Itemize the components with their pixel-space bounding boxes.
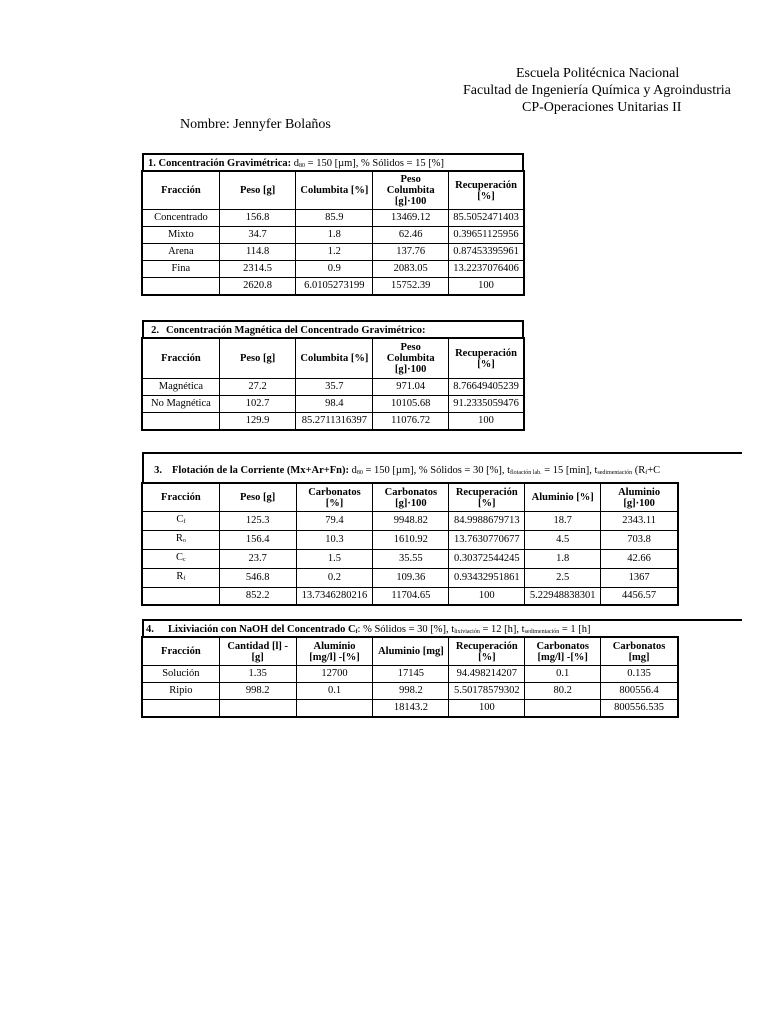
table-row [143,700,678,717]
section3-title-bold: Flotación de la Corriente (Mx+Ar+Fn): [172,465,350,476]
table-cell [143,700,220,717]
table-cell: 62.46 [373,227,449,244]
table-cell: 100 [449,413,524,430]
col-header: Carbonatos [%] [296,484,373,512]
table-row [143,666,678,683]
col-header: Fracción [143,638,220,666]
table-cell: 0.135 [601,666,678,683]
fraction-sub: c [183,557,186,563]
col-header: Aluminio [mg] [373,638,449,666]
col-header: Aluminio [g]·100 [601,484,678,512]
table-cell: Ripio [143,683,220,700]
col-header: Carbonatos [g]·100 [373,484,449,512]
course-name: CP-Operaciones Unitarias II [522,100,682,115]
table-cell: 971.04 [373,379,449,396]
table-cell: 0.93432951861 [449,569,525,588]
student-name: Nombre: Jennyfer Bolaños [180,117,331,132]
table-cell: 23.7 [219,550,296,569]
table-cell: 0.30372544245 [449,550,525,569]
col-header: Peso [g] [219,339,296,379]
table-cell: 0.87453395961 [449,244,524,261]
section2-title-bold: Concentración Magnética del Concentrado Gravimétrico: [166,325,426,336]
section3-text: (R [632,465,646,476]
table-cell: 998.2 [219,683,296,700]
fraction-sub: o [182,538,186,544]
section3-sub: f [645,470,648,476]
table-cell: 100 [449,700,525,717]
table-row [143,588,678,605]
table-header-row [143,484,678,512]
table-cell: 98.4 [296,396,373,413]
table-row [143,550,678,569]
col-header: Fracción [143,339,220,379]
table-cell: 18.7 [525,512,601,531]
table-cell: 703.8 [601,531,678,550]
section4-title-bold: Lixiviación con NaOH del Concentrado C [168,624,356,635]
col-header: Peso [g] [219,172,296,210]
table-cell: 156.4 [219,531,296,550]
col-header: Carbonatos [mg/l] -[%] [525,638,601,666]
table-cell: 27.2 [219,379,296,396]
table-cell: 11076.72 [373,413,449,430]
gravimetric-table [142,171,524,295]
fraction-label: R [175,533,183,544]
table-cell: 91.2335059476 [449,396,524,413]
col-header: Cantidad [l] - [g] [219,638,296,666]
table-cell [296,700,373,717]
table-cell: 13.7346280216 [296,588,373,605]
table-cell: 1.35 [219,666,296,683]
table-cell [219,700,296,717]
col-header: Recuperación [%] [449,484,525,512]
section4-text: : % Sólidos = 30 [%], t [357,624,455,635]
table-cell: 6.0105273199 [296,278,373,295]
section4-title [142,619,742,638]
leaching-table [142,637,678,717]
table-cell: 852.2 [219,588,296,605]
table-row [143,379,524,396]
table-cell [143,413,220,430]
table-header-row [143,172,524,210]
section3-number: 3. [154,465,162,476]
table-row [143,227,524,244]
section4-sub: sedimentación [524,629,560,635]
table-cell: 35.7 [296,379,373,396]
table-cell: 1.5 [296,550,373,569]
table-cell: 94.498214207 [449,666,525,683]
table-cell [143,569,220,588]
table-cell: Arena [143,244,220,261]
col-header: Aluminio [mg/l] -[%] [296,638,373,666]
section3-sub: sedimentación [597,470,633,476]
table-cell: 11704.65 [373,588,449,605]
section4-title-bsub: f [355,629,358,635]
table-cell: 0.2 [296,569,373,588]
faculty-name: Facultad de Ingeniería Química y Agroindustria [463,83,731,98]
table-cell: 34.7 [219,227,296,244]
table-cell: 1.2 [296,244,373,261]
section3-sub: flotación lab. [509,470,542,476]
table-cell: 114.8 [219,244,296,261]
fraction-label: C [176,514,184,525]
col-header: Recuperación [%] [449,339,524,379]
table-header-row [143,638,678,666]
table-cell: 1.8 [296,227,373,244]
table-row [143,244,524,261]
table-cell: 4.5 [525,531,601,550]
col-header: Fracción [143,172,220,210]
table-cell: 8.76649405239 [449,379,524,396]
col-header: Recuperación [%] [449,172,524,210]
section4-text: = 12 [h], t [479,624,525,635]
table-cell: Magnética [143,379,220,396]
section3-text: = 150 [µm], % Sólidos = 30 [%], t [362,465,510,476]
table-cell: 129.9 [219,413,296,430]
table-cell: Concentrado [143,210,220,227]
table-cell: 85.9 [296,210,373,227]
table-cell: 9948.82 [373,512,449,531]
table-row [143,512,678,531]
table-row [143,683,678,700]
table-cell: 0.1 [296,683,373,700]
institution-name: Escuela Politécnica Nacional [516,66,680,81]
table-cell: 100 [449,278,524,295]
table-cell: 13.2237076406 [449,261,524,278]
col-header: Peso Columbita [g]·100 [373,339,449,379]
table-cell: 17145 [373,666,449,683]
table-row [143,413,524,430]
col-header: Columbita [%] [296,172,373,210]
table-cell: 0.1 [525,666,601,683]
table-cell: 137.76 [373,244,449,261]
table-cell: 1.8 [525,550,601,569]
table-cell: 109.36 [373,569,449,588]
table-cell: 800556.535 [601,700,678,717]
table-cell: Solución [143,666,220,683]
table-row [143,569,678,588]
table-cell [525,700,601,717]
table-cell: 80.2 [525,683,601,700]
section2-number: 2. [151,325,159,336]
section3-text: +C [647,465,661,476]
section3-sub: 80 [356,470,363,476]
section1-title [142,153,524,172]
section2-title [142,320,524,339]
table-cell: 1367 [601,569,678,588]
table-cell [143,550,220,569]
table-cell: 4456.57 [601,588,678,605]
table-cell: No Magnética [143,396,220,413]
table-cell: Mixto [143,227,220,244]
table-cell: 35.55 [373,550,449,569]
table-row [143,210,524,227]
table-cell: 13.7630770677 [449,531,525,550]
table-cell: 102.7 [219,396,296,413]
table-cell: 156.8 [219,210,296,227]
table-cell: 13469.12 [373,210,449,227]
table-row [143,396,524,413]
section4-sub: lixiviación [454,629,480,635]
fraction-sub: f [183,576,186,582]
table-cell [143,278,220,295]
table-row [143,261,524,278]
section1-title-text-b: = 150 [µm], % Sólidos = 15 [%] [305,158,444,169]
table-row [143,278,524,295]
section3-text: d [349,465,357,476]
fraction-label: C [176,552,184,563]
section4-number: 4. [146,624,154,635]
col-header: Fracción [143,484,220,512]
table-cell: 2620.8 [219,278,296,295]
table-cell: 125.3 [219,512,296,531]
table-header-row [143,339,524,379]
table-cell: 546.8 [219,569,296,588]
col-header: Carbonatos [mg] [601,638,678,666]
col-header: Peso Columbita [g]·100 [373,172,449,210]
section1-title-sub: 80 [299,163,306,169]
table-cell [143,512,220,531]
table-cell: 100 [449,588,525,605]
table-cell [143,588,220,605]
fraction-sub: f [183,519,186,525]
table-cell: 85.5052471403 [449,210,524,227]
table-cell: Fina [143,261,220,278]
table-cell: 79.4 [296,512,373,531]
table-cell: 12700 [296,666,373,683]
col-header: Columbita [%] [296,339,373,379]
table-cell: 998.2 [373,683,449,700]
table-cell: 85.2711316397 [296,413,373,430]
fraction-label: R [176,571,184,582]
flotation-table [142,483,678,605]
section1-title-bold: 1. Concentración Gravimétrica: [148,158,292,169]
section1-title-text-a: d [291,158,300,169]
table-cell: 800556.4 [601,683,678,700]
table-cell: 42.66 [601,550,678,569]
table-cell [143,531,220,550]
col-header: Recuperación [%] [449,638,525,666]
table-cell: 18143.2 [373,700,449,717]
table-cell: 2083.05 [373,261,449,278]
col-header: Peso [g] [219,484,296,512]
section3-title [142,452,742,484]
table-cell: 5.22948838301 [525,588,601,605]
table-cell: 84.9988679713 [449,512,525,531]
magnetic-table [142,338,524,430]
table-cell: 0.39651125956 [449,227,524,244]
table-row [143,531,678,550]
table-cell: 1610.92 [373,531,449,550]
section3-text: = 15 [min], t [541,465,598,476]
table-cell: 0.9 [296,261,373,278]
col-header: Aluminio [%] [525,484,601,512]
table-cell: 5.50178579302 [449,683,525,700]
table-cell: 2343.11 [601,512,678,531]
table-cell: 10.3 [296,531,373,550]
table-cell: 2.5 [525,569,601,588]
table-cell: 15752.39 [373,278,449,295]
table-cell: 10105.68 [373,396,449,413]
table-cell: 2314.5 [219,261,296,278]
section4-text: = 1 [h] [559,624,591,635]
